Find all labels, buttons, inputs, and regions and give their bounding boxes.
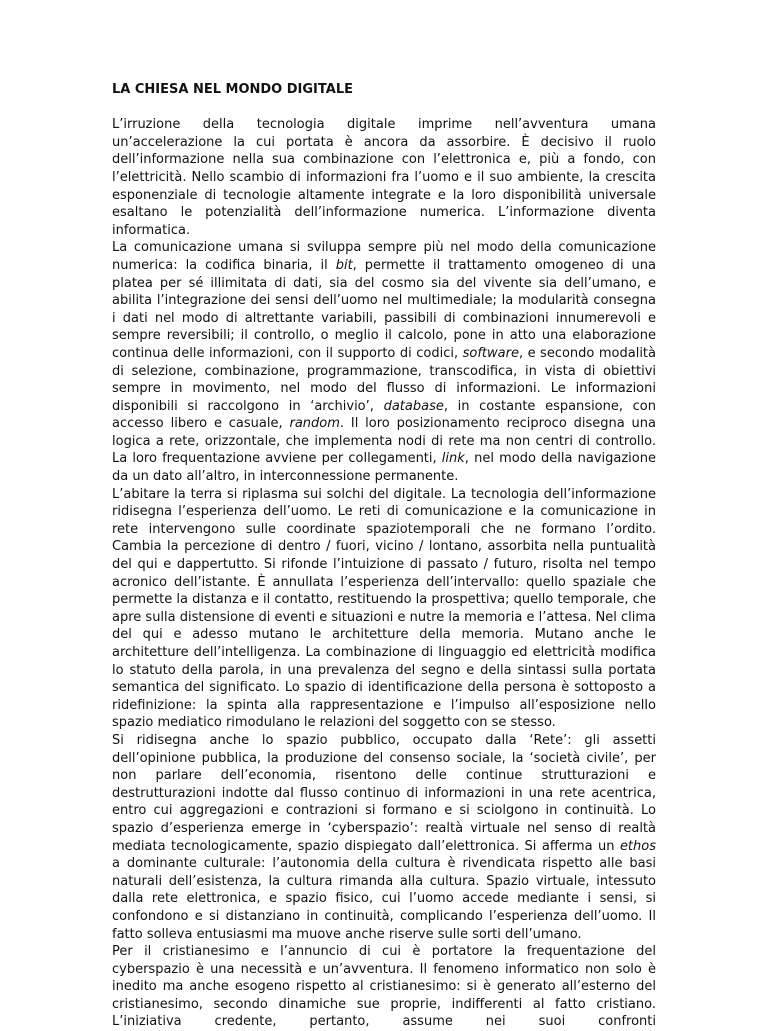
text-run: , permette il trattamento omogeneo di una platea per sé illimitata di dati, sia del cosmo sia del vivente sia dell’umano, e abilita l’integrazione dei sensi dell’uomo nel multimediale; la modularità consegna i dati nel modo di altrettante variabili, passibili di combinazioni innumerevoli e sempre reversibili; il controllo, o meglio il calcolo, pone in atto una elaborazione continua delle informazioni, con il supporto di codici,: [112, 257, 656, 361]
italic-term: bit: [335, 257, 353, 273]
text-run: Si ridisegna anche lo spazio pubblico, occupato dalla ‘Rete’: gli assetti dell’opinione pubblica, la produzione del consenso sociale, la ‘società civile’, per non parlare dell’economia, risentono delle continue strutturazioni e destrutturazioni indotte dal flusso continuo di informazioni in una rete acentrica, entro cui aggregazioni e contrazioni si formano e si sciolgono in continuità. Lo spazio d’esperienza emerge in ‘cyberspazio’: realtà virtuale nel senso di realtà mediata tecnologicamente, spazio dispiegato dall’elettronica. Si afferma un: [112, 732, 656, 854]
paragraph: [112, 732, 656, 943]
text-run: Per il cristianesimo e l’annuncio di cui è portatore la frequentazione del cyberspazio è una necessità e un’avventura. Il fenomeno informatico non solo è inedito ma anche esogeno rispetto al cristianesimo: si è generato all’esterno del cristianesimo, secondo dinamiche sue proprie, indifferenti al fatto cristiano. L’iniziativa credente, pertanto, assume nei suoi confronti: [112, 944, 656, 1030]
text-run: , e secondo modalità di selezione, combinazione, programmazione, transcodifica, in vista di obiettivi sempre in movimento, nel modo del flusso di informazioni. Le informazioni disponibili si raccolgono in ‘archivio’,: [112, 345, 656, 414]
paragraph: [112, 943, 656, 1031]
paragraph: [112, 486, 656, 732]
text-run: . Il loro posizionamento reciproco disegna una logica a rete, orizzontale, che implementa nodi di rete ma non centri di controllo. La loro frequentazione avviene per collegamenti,: [112, 416, 657, 467]
text-run: La comunicazione umana si sviluppa sempre più nel modo della comunicazione numerica: la codifica binaria, il: [112, 240, 656, 273]
text-run: L’abitare la terra si riplasma sui solchi del digitale. La tecnologia dell’informazione ridisegna l’esperienza dell’uomo. Le reti di comunicazione e la comunicazione in rete intervengono sulle coordinate spaziotemporali che ne formano l’ordito. Cambia la percezione di dentro / fuori, vicino / lontano, assorbita nella puntualità del qui e dappertutto. Si rifonde l’intuizione di passato / futuro, risolta nel tempo acronico dell’istante. È annullata l’esperienza dell’intervallo: quello spaziale che permette la distanza e il contatto, restituendo la prospettiva; quello temporale, che apre sulla distensione di eventi e situazioni e nutre la memoria e l’attesa. Nel clima del qui e adesso mutano le architetture della memoria. Mutano anche le architetture dell’intelligenza. La combinazione di linguaggio ed elettricità modifica lo statuto della parola, in una prevalenza del segno e della sintassi sulla portata semantica del significato. Lo spazio di identificazione della persona è sottoposto a ridefinizione: la spinta alla rappresentazione e l’impulso all’esposizione nello spazio mediatico rimodulano le relazioni del soggetto con se stesso.: [112, 486, 656, 731]
italic-term: random: [289, 416, 340, 432]
italic-term: ethos: [619, 838, 656, 854]
italic-term: database: [383, 398, 444, 414]
text-run: , nel modo della navigazione da un dato all’altro, in interconnessione permanente.: [112, 451, 656, 485]
text-run: a dominante culturale: l’autonomia della cultura è rivendicata rispetto alle basi naturali dell’esistenza, la cultura rimanda alla cultura. Spazio virtuale, intessuto dalla rete elettronica, e spazio fisico, cui l’uomo accede mediante i sensi, si confondono e si distanziano in continuità, complicando l’esperienza dell’uomo. Il fatto solleva entusiasmi ma muove anche riserve sulle sorti dell’umano.: [112, 856, 656, 942]
text-run: , in costante espansione, con accesso libero e casuale,: [112, 398, 657, 432]
paragraph: [112, 116, 656, 239]
document-title: LA CHIESA NEL MONDO DIGITALE: [112, 82, 353, 97]
document-page: [112, 0, 657, 1030]
paragraph: [112, 239, 656, 485]
italic-term: software: [462, 345, 519, 361]
text-run: L’irruzione della tecnologia digitale imprime nell’avventura umana un’accelerazione la cui portata è ancora da assorbire. È decisivo il ruolo dell’informazione nella sua combinazione con l’elettronica e, più a fondo, con l’elettricità. Nello scambio di informazioni fra l’uomo e il suo ambiente, la crescita esponenziale di tecnologie altamente integrate e la loro disponibilità universale esaltano le potenzialità dell’informazione numerica. L’informazione diventa informatica.: [112, 117, 656, 238]
italic-term: link: [441, 451, 465, 467]
document-body: [112, 116, 656, 1031]
